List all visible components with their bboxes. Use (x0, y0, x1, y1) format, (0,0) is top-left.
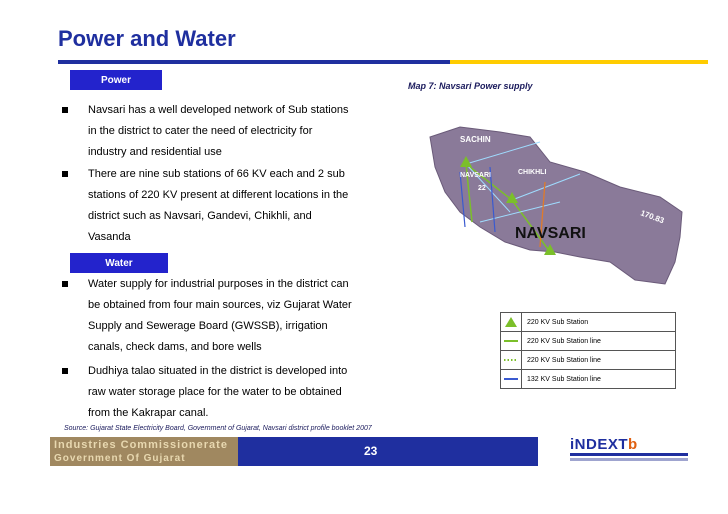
map-label-chikhli: CHIKHLI (518, 169, 547, 176)
map-label-navsari: NAVSARI (460, 172, 491, 179)
district-shape (430, 127, 682, 284)
footer (50, 437, 710, 466)
line-icon (504, 339, 518, 343)
legend-row: 220 KV Sub Station line (500, 351, 676, 370)
map-legend (500, 312, 676, 389)
page-title: Power and Water (58, 26, 236, 51)
legend-row: 132 KV Sub Station line (500, 370, 676, 389)
map-label-22: 22 (478, 185, 486, 192)
navsari-power-map (420, 112, 690, 292)
map-label-sachin: SACHIN (460, 135, 491, 144)
power-section-tag: Power (70, 70, 162, 90)
legend-row: 220 KV Sub Station (500, 312, 676, 332)
bullet-icon (62, 171, 68, 177)
page-number: 23 (364, 444, 378, 458)
source-note: Source: Gujarat State Electricity Board, Government of Gujarat, Navsari district profile booklet 2007 (64, 425, 372, 432)
title-underline (58, 60, 708, 64)
line-icon (504, 377, 518, 381)
bullet-icon (62, 368, 68, 374)
map-label-navsari-big: NAVSARI (515, 225, 586, 242)
triangle-icon (505, 317, 517, 327)
bullet-icon (62, 107, 68, 113)
legend-row: 220 KV Sub Station line (500, 332, 676, 351)
dotted-line-icon (504, 358, 518, 362)
map-caption: Map 7: Navsari Power supply (408, 81, 533, 91)
water-section-tag: Water (70, 253, 168, 273)
indextb-logo: iNDEXTb (570, 437, 690, 466)
bullet-icon (62, 281, 68, 287)
footer-org: Industries Commissionerate Government Of Gujarat (50, 437, 238, 466)
map-label-distance: 170.83 (639, 208, 666, 226)
